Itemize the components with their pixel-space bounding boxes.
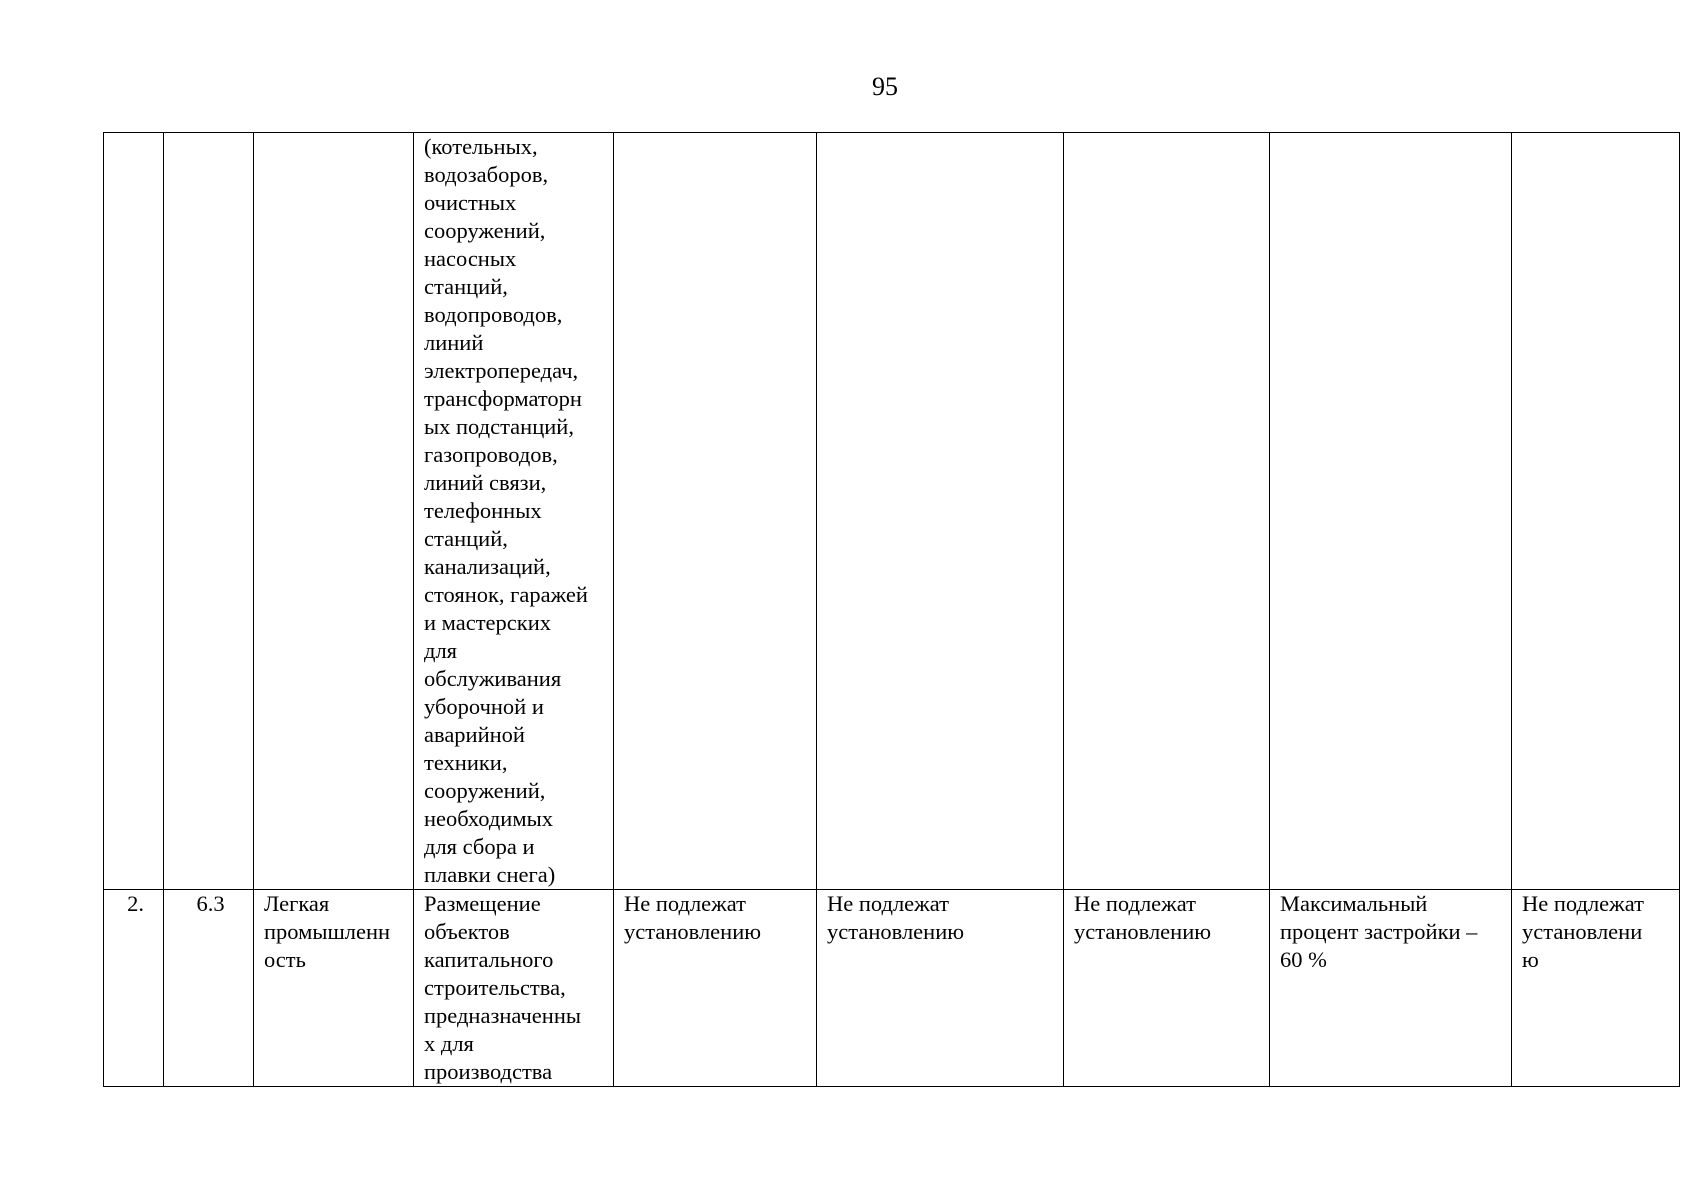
table-row bbox=[104, 890, 1680, 1087]
cell-param-2 bbox=[817, 133, 1064, 890]
cell-param-3: Не подлежат установлению bbox=[1064, 890, 1270, 1087]
cell-use-description: Размещение объектов капитального строительства, предназначенны х для производства bbox=[414, 890, 614, 1087]
cell-code: 6.3 bbox=[164, 890, 254, 1087]
cell-param-4: Максимальный процент застройки – 60 % bbox=[1270, 890, 1512, 1087]
cell-param-5 bbox=[1512, 133, 1680, 890]
cell-param-2: Не подлежат установлению bbox=[817, 890, 1064, 1087]
cell-number: 2. bbox=[104, 890, 164, 1087]
page-number: 95 bbox=[872, 72, 898, 101]
cell-param-1 bbox=[614, 133, 817, 890]
cell-number bbox=[104, 133, 164, 890]
table-row bbox=[104, 133, 1680, 890]
land-use-table bbox=[103, 132, 1680, 1087]
cell-use-description: (котельных, водозаборов, очистных сооружений, насосных станций, водопроводов, линий электропередач, трансформаторн ых подстанций, газопроводов, линий связи, телефонных станций, канализаций, стоянок, гаражей и мастерских для обслуживания уборочной и аварийной техники, сооружений, необходимых для сбора и плавки снега) bbox=[414, 133, 614, 890]
cell-use-name: Легкая промышленн ость bbox=[254, 890, 414, 1087]
cell-param-4 bbox=[1270, 133, 1512, 890]
cell-param-1: Не подлежат установлению bbox=[614, 890, 817, 1087]
cell-use-name bbox=[254, 133, 414, 890]
cell-code bbox=[164, 133, 254, 890]
cell-param-3 bbox=[1064, 133, 1270, 890]
cell-param-5: Не подлежат установлени ю bbox=[1512, 890, 1680, 1087]
